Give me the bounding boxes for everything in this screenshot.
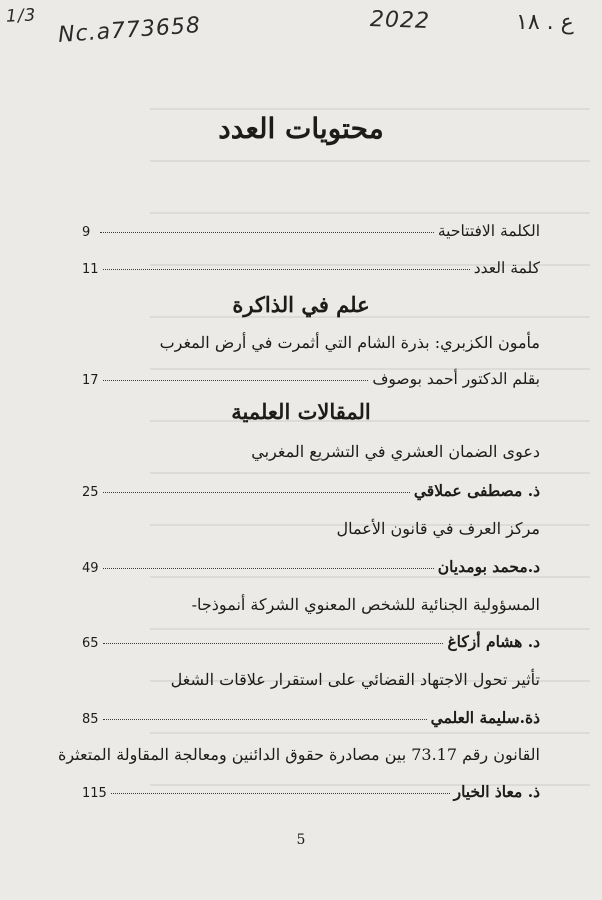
- toc-entry: [82, 708, 540, 727]
- article-author: ذ. معاذ الخيار: [453, 782, 540, 801]
- article-title: تأثير تحول الاجتهاد القضائي على استقرار علاقات الشغل: [170, 670, 540, 689]
- dot-leader: [103, 269, 470, 270]
- page-title: محتويات العدد: [218, 112, 384, 145]
- toc-entry-page: 49: [82, 561, 99, 576]
- article-author: ذ. مصطفى عملاقي: [413, 481, 540, 500]
- toc-entry-label: الكلمة الافتتاحية: [437, 222, 540, 240]
- toc-entry-label: كلمة العدد: [473, 259, 540, 277]
- toc-entry-page: 17: [82, 373, 99, 388]
- toc-entry: [82, 370, 540, 388]
- dot-leader: [103, 492, 410, 493]
- handwritten-issue-mark: ع . ١٨: [516, 10, 574, 35]
- toc-entry-page: 25: [82, 485, 99, 500]
- toc-entry-page: 11: [82, 262, 99, 277]
- page-number: 5: [296, 832, 306, 848]
- bleed-through-texture: [150, 80, 590, 800]
- dot-leader: [103, 643, 444, 644]
- article-author: ذة.سليمة العلمي: [430, 708, 540, 727]
- toc-entry-page: 115: [82, 786, 107, 801]
- toc-entry-page: 85: [82, 712, 99, 727]
- article-author: بقلم الدكتور أحمد بوصوف: [372, 370, 540, 388]
- toc-entry: [82, 782, 540, 801]
- toc-entry: [82, 557, 540, 576]
- handwritten-volume-note: 1/3: [5, 5, 37, 27]
- section-heading-memory: علم في الذاكرة: [232, 292, 370, 317]
- dot-leader: [103, 568, 434, 569]
- article-title: دعوى الضمان العشري في التشريع المغربي: [251, 442, 540, 461]
- dot-leader: [103, 380, 369, 381]
- article-title: مركز العرف في قانون الأعمال: [336, 519, 540, 538]
- toc-entry-page: 65: [82, 636, 99, 651]
- article-title: القانون رقم 73.17 بين مصادرة حقوق الدائنين ومعالجة المقاولة المتعثرة: [57, 745, 540, 764]
- dot-leader: [103, 719, 427, 720]
- dot-leader: [111, 793, 450, 794]
- section-heading-articles: المقالات العلمية: [231, 399, 371, 424]
- handwritten-catalog-code: Nc.a773658: [57, 13, 202, 48]
- toc-entry: [82, 632, 540, 651]
- article-author: د. هشام أزكاغ: [447, 632, 540, 651]
- toc-entry: [82, 481, 540, 500]
- toc-entry: [82, 259, 540, 277]
- dot-leader: [100, 232, 434, 233]
- toc-entry: [82, 222, 540, 240]
- handwritten-year: 2022: [369, 6, 431, 35]
- article-title: المسؤولية الجنائية للشخص المعنوي الشركة أنموذجا-: [191, 595, 540, 614]
- article-author: د.محمد بومديان: [437, 557, 540, 576]
- toc-entry-page: 9: [82, 225, 91, 240]
- article-title: مأمون الكزبري: بذرة الشام التي أثمرت في أرض المغرب: [159, 333, 540, 352]
